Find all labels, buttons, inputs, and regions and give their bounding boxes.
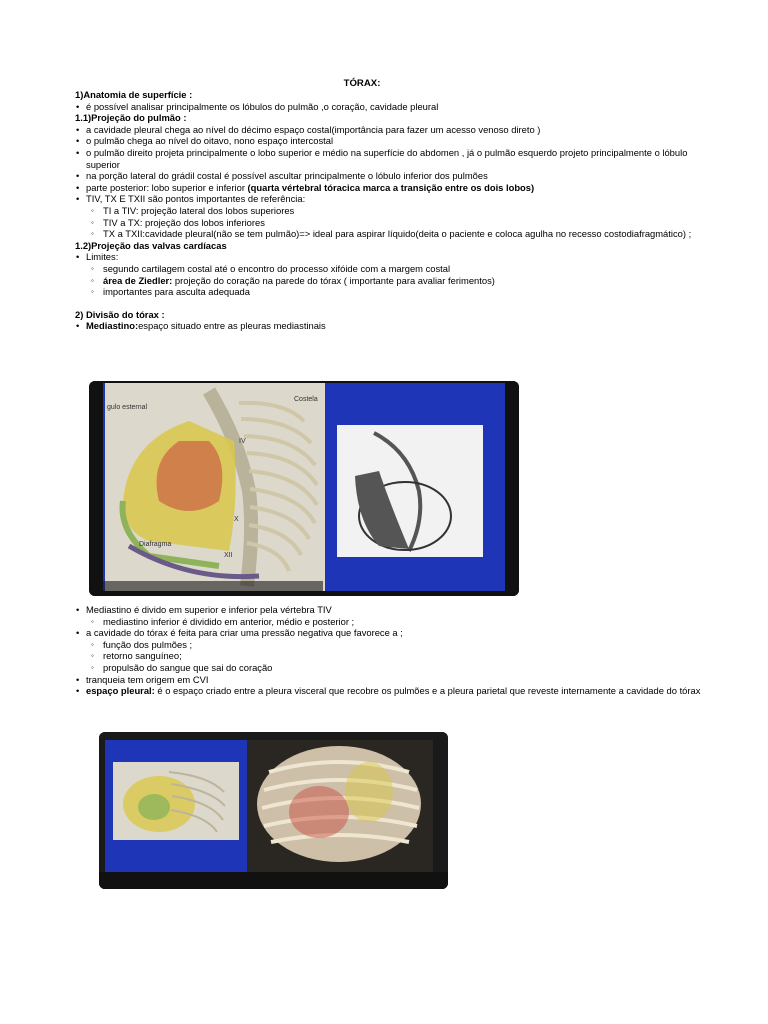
list-item: • a cavidade pleural chega ao nível do décimo espaço costal(importância para fazer um acesso venoso direto ) — [75, 124, 705, 136]
slide-bottom-bar — [99, 872, 448, 889]
mediastino-bold: Mediastino: — [86, 320, 139, 332]
ziedler-text: projeção do coração na parede do tórax ( importante para avaliar ferimentos) — [172, 274, 495, 286]
list-item: • o pulmão chega ao nível do oitavo, nono espaço intercostal — [75, 135, 705, 147]
list-item: • é possível analisar principalmente os lóbulos do pulmão ,o coração, cavidade pleural — [75, 101, 705, 113]
sub-list-item: ◦ TIV a TX: projeção dos lobos inferiores — [91, 217, 705, 229]
section-1-2-list — [75, 251, 705, 263]
section-heading-1-2: 1.2)Projeção das valvas cardíacas — [75, 239, 227, 251]
cavidade-list — [75, 627, 705, 639]
thorax-3d-illustration — [99, 732, 448, 889]
sub-list-item: ◦ retorno sanguíneo; — [91, 650, 705, 662]
list-item: • a cavidade do tórax é feita para criar uma pressão negativa que favorece a ; — [75, 627, 705, 639]
page-title: TÓRAX: — [343, 78, 381, 89]
sub-list-item: ◦ função dos pulmões ; — [91, 639, 705, 651]
list-item-mediastino — [75, 320, 705, 332]
sub-list-item-ziedler — [91, 275, 705, 287]
sub-list-item: ◦ segundo cartilagem costal até o encontro do processo xifóide com a margem costal — [91, 263, 705, 275]
final-list — [75, 674, 705, 697]
ziedler-bold: área de Ziedler: — [103, 274, 173, 286]
sub-list-item: ◦ importantes para asculta adequada — [91, 286, 705, 298]
costela-label: Costela — [294, 396, 318, 403]
cavidade-sublist — [75, 639, 705, 674]
list-item: • o pulmão direito projeta principalmente o lobo superior e médio na superfície do abdomen , já o pulmão esquerdo projeto principalmente o lóbulo superior — [75, 147, 705, 170]
list-item: • TIV, TX E TXII são pontos importantes de referência: — [75, 193, 705, 205]
sub-list-item: ◦ TI a TIV: projeção lateral dos lobos superiores — [91, 205, 705, 217]
sub-list-item: ◦ mediastino inferior é dividido em anterior, médio e posterior ; — [91, 616, 705, 628]
section-1-list — [75, 101, 705, 113]
section-heading-1: 1)Anatomia de superfície : — [75, 89, 193, 100]
inset-pleura-shape — [138, 794, 170, 820]
sub-list-item: ◦ propulsão do sangue que sai do coração — [91, 662, 705, 674]
section-2-list — [75, 320, 705, 332]
thorax-3d-slide-image — [99, 732, 448, 889]
list-item: • na porção lateral do grádil costal é possível ascultar principalmente o lóbulo inferior dos pulmões — [75, 170, 705, 182]
list-item: • Mediastino é divido em superior e inferior pela vértebra TIV — [75, 604, 705, 616]
diafragma-label: Diafragma — [139, 541, 172, 548]
list-item-espaco-pleural — [75, 685, 705, 697]
rib-x-label: X — [234, 516, 239, 523]
thorax-lateral-illustration — [89, 381, 519, 596]
text-block-top — [75, 89, 705, 332]
list-item: • Limites: — [75, 251, 705, 263]
sub-list-item: ◦ TX a TXII:cavidade pleural(não se tem pulmão)=> ideal para aspirar líquido(deita o paciente e coloca agulha no recesso costodiafragmático) ; — [91, 228, 705, 240]
rib-xii-label: XII — [224, 552, 233, 559]
section-1-1-list — [75, 124, 705, 205]
espaco-pleural-text: é o espaço criado entre a pleura visceral que recobre os pulmões e a pleura parietal que reveste internamente a cavidade do tórax — [154, 685, 701, 697]
list-item: • tranqueia tem origem em CVI — [75, 674, 705, 686]
espaco-pleural-bold: espaço pleural: — [86, 685, 155, 697]
limites-sublist — [75, 263, 705, 298]
thorax-lateral-slide-image — [89, 381, 519, 596]
section-heading-2: 2) Divisão do tórax : — [75, 308, 165, 320]
ribcage-heart-shape — [289, 786, 349, 838]
ribcage-lung-shape — [345, 762, 393, 822]
mediastino-sublist — [75, 616, 705, 628]
angulo-label: gulo esternal — [107, 404, 148, 411]
section-heading-1-1: 1.1)Projeção do pulmão : — [75, 112, 187, 124]
text-block-bottom — [75, 604, 705, 697]
slide-controls — [103, 581, 323, 591]
mediastino-list — [75, 604, 705, 616]
rib-iv-label: IV — [239, 438, 246, 445]
posterior-text: parte posterior: lobo superior e inferior — [86, 181, 248, 193]
list-item-posterior — [75, 182, 705, 194]
posterior-bold-text: (quarta vértebral tóracica marca a transição entre os dois lobos) — [247, 181, 535, 193]
mediastino-text: espaço situado entre as pleuras mediastinais — [138, 320, 326, 332]
reference-sublist — [75, 205, 705, 240]
